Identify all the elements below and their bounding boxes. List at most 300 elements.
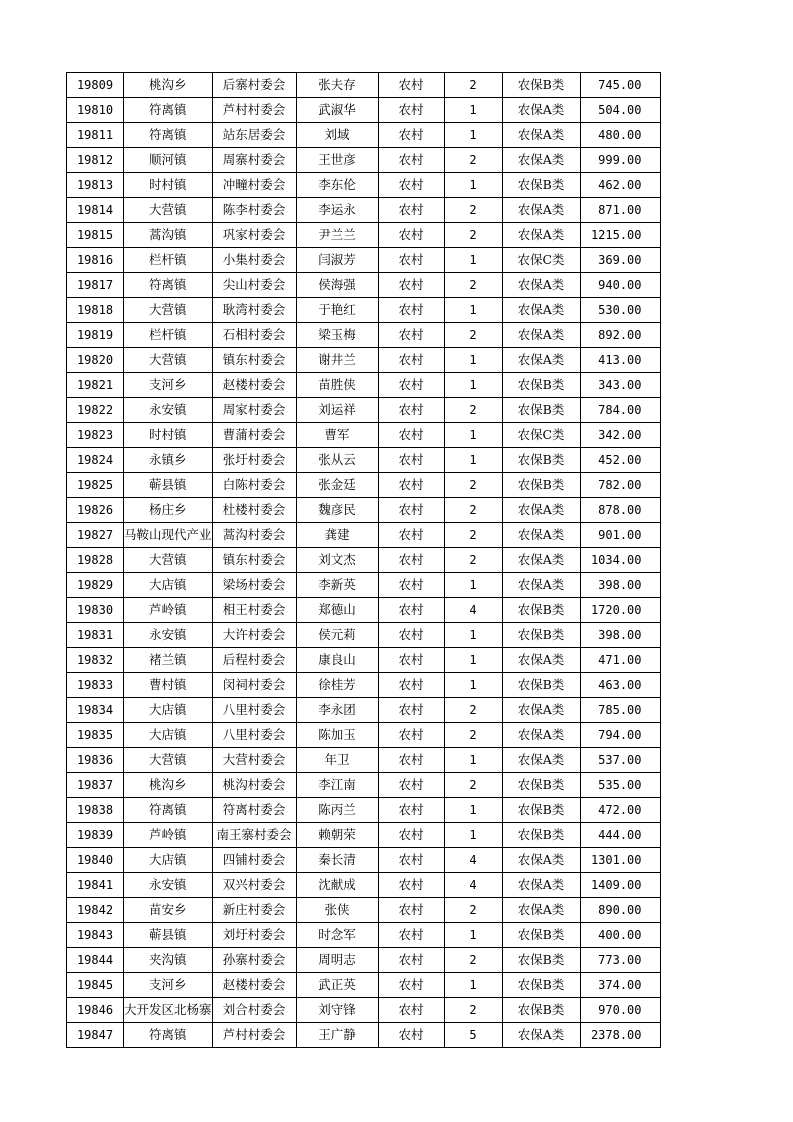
amount-cell: 462.00: [580, 173, 660, 198]
name-cell: 刘守锋: [296, 998, 378, 1023]
village-committee-cell: 张圩村委会: [212, 448, 296, 473]
township-cell: 符离镇: [124, 798, 213, 823]
village-committee-cell: 杜楼村委会: [212, 498, 296, 523]
township-cell: 芦岭镇: [124, 823, 213, 848]
name-cell: 陈加玉: [296, 723, 378, 748]
insurance-category-cell: 农保B类: [502, 373, 580, 398]
village-committee-cell: 赵楼村委会: [212, 973, 296, 998]
village-committee-cell: 小集村委会: [212, 248, 296, 273]
name-cell: 王广静: [296, 1023, 378, 1048]
table-row: [67, 823, 661, 848]
household-size-cell: 1: [444, 448, 502, 473]
name-cell: 闫淑芳: [296, 248, 378, 273]
insurance-category-cell: 农保A类: [502, 573, 580, 598]
amount-cell: 745.00: [580, 73, 660, 98]
record-id-cell: 19837: [67, 773, 124, 798]
table-row: [67, 298, 661, 323]
record-id-cell: 19816: [67, 248, 124, 273]
village-committee-cell: 曹蒲村委会: [212, 423, 296, 448]
area-type-cell: 农村: [378, 98, 444, 123]
area-type-cell: 农村: [378, 798, 444, 823]
household-size-cell: 1: [444, 248, 502, 273]
area-type-cell: 农村: [378, 648, 444, 673]
household-size-cell: 4: [444, 598, 502, 623]
township-cell: 永安镇: [124, 623, 213, 648]
record-id-cell: 19829: [67, 573, 124, 598]
insurance-category-cell: 农保A类: [502, 898, 580, 923]
amount-cell: 940.00: [580, 273, 660, 298]
village-committee-cell: 镇东村委会: [212, 348, 296, 373]
insurance-category-cell: 农保A类: [502, 498, 580, 523]
amount-cell: 784.00: [580, 398, 660, 423]
amount-cell: 901.00: [580, 523, 660, 548]
insurance-category-cell: 农保B类: [502, 823, 580, 848]
village-committee-cell: 符离村委会: [212, 798, 296, 823]
household-size-cell: 1: [444, 923, 502, 948]
record-id-cell: 19827: [67, 523, 124, 548]
name-cell: 李运永: [296, 198, 378, 223]
insurance-category-cell: 农保B类: [502, 673, 580, 698]
insurance-category-cell: 农保B类: [502, 173, 580, 198]
township-cell: 蕲县镇: [124, 923, 213, 948]
insurance-category-cell: 农保A类: [502, 223, 580, 248]
table-row: [67, 348, 661, 373]
village-committee-cell: 刘合村委会: [212, 998, 296, 1023]
record-id-cell: 19842: [67, 898, 124, 923]
amount-cell: 1301.00: [580, 848, 660, 873]
village-committee-cell: 新庄村委会: [212, 898, 296, 923]
household-size-cell: 2: [444, 523, 502, 548]
name-cell: 陈丙兰: [296, 798, 378, 823]
area-type-cell: 农村: [378, 723, 444, 748]
insurance-category-cell: 农保B类: [502, 398, 580, 423]
area-type-cell: 农村: [378, 148, 444, 173]
area-type-cell: 农村: [378, 323, 444, 348]
record-id-cell: 19819: [67, 323, 124, 348]
insurance-category-cell: 农保B类: [502, 73, 580, 98]
table-row: [67, 598, 661, 623]
table-row: [67, 323, 661, 348]
insurance-category-cell: 农保B类: [502, 973, 580, 998]
village-committee-cell: 尖山村委会: [212, 273, 296, 298]
insurance-category-cell: 农保A类: [502, 548, 580, 573]
name-cell: 刘运祥: [296, 398, 378, 423]
insurance-category-cell: 农保A类: [502, 348, 580, 373]
village-committee-cell: 冲疃村委会: [212, 173, 296, 198]
table-row: [67, 698, 661, 723]
table-row: [67, 523, 661, 548]
name-cell: 张金廷: [296, 473, 378, 498]
record-id-cell: 19847: [67, 1023, 124, 1048]
insurance-category-cell: 农保A类: [502, 698, 580, 723]
name-cell: 武正英: [296, 973, 378, 998]
table-row: [67, 748, 661, 773]
area-type-cell: 农村: [378, 823, 444, 848]
township-cell: 马鞍山现代产业: [124, 523, 213, 548]
household-size-cell: 1: [444, 373, 502, 398]
township-cell: 顺河镇: [124, 148, 213, 173]
table-row: [67, 898, 661, 923]
township-cell: 符离镇: [124, 1023, 213, 1048]
township-cell: 支河乡: [124, 973, 213, 998]
record-id-cell: 19841: [67, 873, 124, 898]
township-cell: 蕲县镇: [124, 473, 213, 498]
household-size-cell: 1: [444, 423, 502, 448]
area-type-cell: 农村: [378, 923, 444, 948]
insurance-category-cell: 农保A类: [502, 198, 580, 223]
record-id-cell: 19846: [67, 998, 124, 1023]
area-type-cell: 农村: [378, 198, 444, 223]
name-cell: 王世彦: [296, 148, 378, 173]
area-type-cell: 农村: [378, 223, 444, 248]
township-cell: 大营镇: [124, 298, 213, 323]
table-row: [67, 123, 661, 148]
township-cell: 大开发区北杨寨: [124, 998, 213, 1023]
household-size-cell: 1: [444, 823, 502, 848]
area-type-cell: 农村: [378, 273, 444, 298]
amount-cell: 773.00: [580, 948, 660, 973]
amount-cell: 794.00: [580, 723, 660, 748]
village-committee-cell: 蒿沟村委会: [212, 523, 296, 548]
name-cell: 赖朝荣: [296, 823, 378, 848]
table-row: [67, 573, 661, 598]
amount-cell: 892.00: [580, 323, 660, 348]
table-row: [67, 773, 661, 798]
amount-cell: 1409.00: [580, 873, 660, 898]
record-id-cell: 19812: [67, 148, 124, 173]
household-size-cell: 2: [444, 148, 502, 173]
record-id-cell: 19840: [67, 848, 124, 873]
village-committee-cell: 耿湾村委会: [212, 298, 296, 323]
name-cell: 周明志: [296, 948, 378, 973]
insurance-category-cell: 农保A类: [502, 648, 580, 673]
household-size-cell: 1: [444, 973, 502, 998]
insurance-category-cell: 农保B类: [502, 773, 580, 798]
amount-cell: 452.00: [580, 448, 660, 473]
household-size-cell: 2: [444, 473, 502, 498]
village-committee-cell: 周寨村委会: [212, 148, 296, 173]
amount-cell: 444.00: [580, 823, 660, 848]
amount-cell: 472.00: [580, 798, 660, 823]
name-cell: 梁玉梅: [296, 323, 378, 348]
household-size-cell: 4: [444, 873, 502, 898]
table-row: [67, 198, 661, 223]
township-cell: 大店镇: [124, 573, 213, 598]
insurance-category-cell: 农保A类: [502, 98, 580, 123]
amount-cell: 970.00: [580, 998, 660, 1023]
amount-cell: 504.00: [580, 98, 660, 123]
record-id-cell: 19845: [67, 973, 124, 998]
insurance-category-cell: 农保A类: [502, 873, 580, 898]
township-cell: 苗安乡: [124, 898, 213, 923]
table-row: [67, 948, 661, 973]
amount-cell: 471.00: [580, 648, 660, 673]
township-cell: 永镇乡: [124, 448, 213, 473]
household-size-cell: 1: [444, 348, 502, 373]
household-size-cell: 2: [444, 698, 502, 723]
area-type-cell: 农村: [378, 573, 444, 598]
table-row: [67, 1023, 661, 1048]
insurance-category-cell: 农保B类: [502, 473, 580, 498]
name-cell: 龚建: [296, 523, 378, 548]
insurance-category-cell: 农保C类: [502, 248, 580, 273]
amount-cell: 343.00: [580, 373, 660, 398]
record-id-cell: 19825: [67, 473, 124, 498]
insurance-category-cell: 农保A类: [502, 123, 580, 148]
household-size-cell: 2: [444, 723, 502, 748]
name-cell: 魏彦民: [296, 498, 378, 523]
record-id-cell: 19822: [67, 398, 124, 423]
record-id-cell: 19834: [67, 698, 124, 723]
table-row: [67, 498, 661, 523]
township-cell: 蒿沟镇: [124, 223, 213, 248]
table-row: [67, 798, 661, 823]
name-cell: 侯海强: [296, 273, 378, 298]
record-id-cell: 19843: [67, 923, 124, 948]
village-committee-cell: 八里村委会: [212, 723, 296, 748]
record-id-cell: 19836: [67, 748, 124, 773]
record-id-cell: 19839: [67, 823, 124, 848]
insurance-category-cell: 农保A类: [502, 323, 580, 348]
household-size-cell: 1: [444, 798, 502, 823]
village-committee-cell: 大营村委会: [212, 748, 296, 773]
name-cell: 尹兰兰: [296, 223, 378, 248]
record-id-cell: 19833: [67, 673, 124, 698]
township-cell: 大营镇: [124, 548, 213, 573]
name-cell: 徐桂芳: [296, 673, 378, 698]
area-type-cell: 农村: [378, 348, 444, 373]
name-cell: 时念军: [296, 923, 378, 948]
area-type-cell: 农村: [378, 123, 444, 148]
amount-cell: 413.00: [580, 348, 660, 373]
household-size-cell: 1: [444, 98, 502, 123]
township-cell: 栏杆镇: [124, 323, 213, 348]
insurance-category-cell: 农保A类: [502, 298, 580, 323]
village-committee-cell: 石相村委会: [212, 323, 296, 348]
table-row: [67, 673, 661, 698]
area-type-cell: 农村: [378, 998, 444, 1023]
table-row: [67, 173, 661, 198]
household-size-cell: 2: [444, 323, 502, 348]
village-committee-cell: 梁场村委会: [212, 573, 296, 598]
township-cell: 永安镇: [124, 873, 213, 898]
household-size-cell: 1: [444, 298, 502, 323]
record-id-cell: 19832: [67, 648, 124, 673]
household-size-cell: 2: [444, 773, 502, 798]
household-size-cell: 1: [444, 673, 502, 698]
insurance-category-cell: 农保A类: [502, 1023, 580, 1048]
record-id-cell: 19826: [67, 498, 124, 523]
household-size-cell: 2: [444, 273, 502, 298]
township-cell: 大营镇: [124, 348, 213, 373]
household-size-cell: 2: [444, 398, 502, 423]
area-type-cell: 农村: [378, 1023, 444, 1048]
village-committee-cell: 周家村委会: [212, 398, 296, 423]
village-committee-cell: 芦村村委会: [212, 1023, 296, 1048]
area-type-cell: 农村: [378, 523, 444, 548]
insurance-category-cell: 农保B类: [502, 798, 580, 823]
insurance-category-cell: 农保A类: [502, 148, 580, 173]
household-size-cell: 1: [444, 748, 502, 773]
amount-cell: 535.00: [580, 773, 660, 798]
name-cell: 武淑华: [296, 98, 378, 123]
area-type-cell: 农村: [378, 623, 444, 648]
name-cell: 于艳红: [296, 298, 378, 323]
village-committee-cell: 孙寨村委会: [212, 948, 296, 973]
table-row: [67, 623, 661, 648]
village-committee-cell: 芦村村委会: [212, 98, 296, 123]
village-committee-cell: 白陈村委会: [212, 473, 296, 498]
record-id-cell: 19830: [67, 598, 124, 623]
household-size-cell: 4: [444, 848, 502, 873]
household-size-cell: 2: [444, 73, 502, 98]
table-row: [67, 423, 661, 448]
name-cell: 刘域: [296, 123, 378, 148]
village-committee-cell: 相王村委会: [212, 598, 296, 623]
area-type-cell: 农村: [378, 873, 444, 898]
record-id-cell: 19835: [67, 723, 124, 748]
name-cell: 康良山: [296, 648, 378, 673]
name-cell: 李江南: [296, 773, 378, 798]
area-type-cell: 农村: [378, 448, 444, 473]
record-id-cell: 19831: [67, 623, 124, 648]
name-cell: 苗胜侠: [296, 373, 378, 398]
township-cell: 大店镇: [124, 723, 213, 748]
amount-cell: 480.00: [580, 123, 660, 148]
area-type-cell: 农村: [378, 598, 444, 623]
amount-cell: 400.00: [580, 923, 660, 948]
table-row: [67, 923, 661, 948]
name-cell: 刘文杰: [296, 548, 378, 573]
name-cell: 张侠: [296, 898, 378, 923]
township-cell: 大店镇: [124, 698, 213, 723]
amount-cell: 398.00: [580, 573, 660, 598]
amount-cell: 999.00: [580, 148, 660, 173]
table-row: [67, 548, 661, 573]
household-size-cell: 1: [444, 123, 502, 148]
township-cell: 时村镇: [124, 423, 213, 448]
household-size-cell: 2: [444, 998, 502, 1023]
area-type-cell: 农村: [378, 398, 444, 423]
township-cell: 支河乡: [124, 373, 213, 398]
area-type-cell: 农村: [378, 373, 444, 398]
insurance-category-cell: 农保B类: [502, 998, 580, 1023]
insurance-category-cell: 农保C类: [502, 423, 580, 448]
area-type-cell: 农村: [378, 973, 444, 998]
amount-cell: 1215.00: [580, 223, 660, 248]
household-size-cell: 1: [444, 573, 502, 598]
village-committee-cell: 四铺村委会: [212, 848, 296, 873]
insurance-category-cell: 农保B类: [502, 623, 580, 648]
table-row: [67, 223, 661, 248]
area-type-cell: 农村: [378, 498, 444, 523]
township-cell: 时村镇: [124, 173, 213, 198]
name-cell: 沈献成: [296, 873, 378, 898]
township-cell: 大店镇: [124, 848, 213, 873]
amount-cell: 2378.00: [580, 1023, 660, 1048]
record-id-cell: 19815: [67, 223, 124, 248]
township-cell: 符离镇: [124, 273, 213, 298]
record-id-cell: 19811: [67, 123, 124, 148]
household-size-cell: 2: [444, 548, 502, 573]
township-cell: 杨庄乡: [124, 498, 213, 523]
record-id-cell: 19817: [67, 273, 124, 298]
area-type-cell: 农村: [378, 173, 444, 198]
table-row: [67, 448, 661, 473]
table-row: [67, 373, 661, 398]
area-type-cell: 农村: [378, 73, 444, 98]
name-cell: 郑德山: [296, 598, 378, 623]
table-row: [67, 873, 661, 898]
amount-cell: 878.00: [580, 498, 660, 523]
village-committee-cell: 闵祠村委会: [212, 673, 296, 698]
insurance-category-cell: 农保A类: [502, 523, 580, 548]
insurance-category-cell: 农保B类: [502, 598, 580, 623]
village-committee-cell: 赵楼村委会: [212, 373, 296, 398]
table-row: [67, 473, 661, 498]
township-cell: 桃沟乡: [124, 773, 213, 798]
record-id-cell: 19821: [67, 373, 124, 398]
household-size-cell: 1: [444, 623, 502, 648]
area-type-cell: 农村: [378, 673, 444, 698]
area-type-cell: 农村: [378, 948, 444, 973]
name-cell: 李永团: [296, 698, 378, 723]
table-row: [67, 398, 661, 423]
amount-cell: 463.00: [580, 673, 660, 698]
amount-cell: 890.00: [580, 898, 660, 923]
insurance-category-cell: 农保B类: [502, 948, 580, 973]
records-table-body: [67, 73, 661, 1048]
record-id-cell: 19844: [67, 948, 124, 973]
village-committee-cell: 站东居委会: [212, 123, 296, 148]
name-cell: 张夫存: [296, 73, 378, 98]
table-row: [67, 248, 661, 273]
village-committee-cell: 后寨村委会: [212, 73, 296, 98]
village-committee-cell: 南王寨村委会: [212, 823, 296, 848]
township-cell: 桃沟乡: [124, 73, 213, 98]
table-row: [67, 998, 661, 1023]
record-id-cell: 19828: [67, 548, 124, 573]
village-committee-cell: 陈李村委会: [212, 198, 296, 223]
household-size-cell: 2: [444, 198, 502, 223]
name-cell: 侯元莉: [296, 623, 378, 648]
village-committee-cell: 镇东村委会: [212, 548, 296, 573]
area-type-cell: 农村: [378, 748, 444, 773]
amount-cell: 342.00: [580, 423, 660, 448]
table-row: [67, 273, 661, 298]
area-type-cell: 农村: [378, 473, 444, 498]
township-cell: 符离镇: [124, 98, 213, 123]
household-size-cell: 2: [444, 898, 502, 923]
insurance-category-cell: 农保B类: [502, 448, 580, 473]
amount-cell: 398.00: [580, 623, 660, 648]
area-type-cell: 农村: [378, 773, 444, 798]
area-type-cell: 农村: [378, 298, 444, 323]
village-committee-cell: 八里村委会: [212, 698, 296, 723]
village-committee-cell: 后程村委会: [212, 648, 296, 673]
household-size-cell: 2: [444, 498, 502, 523]
household-size-cell: 2: [444, 948, 502, 973]
table-row: [67, 848, 661, 873]
area-type-cell: 农村: [378, 248, 444, 273]
record-id-cell: 19838: [67, 798, 124, 823]
household-size-cell: 5: [444, 1023, 502, 1048]
amount-cell: 871.00: [580, 198, 660, 223]
table-row: [67, 648, 661, 673]
name-cell: 谢井兰: [296, 348, 378, 373]
record-id-cell: 19813: [67, 173, 124, 198]
household-size-cell: 2: [444, 223, 502, 248]
